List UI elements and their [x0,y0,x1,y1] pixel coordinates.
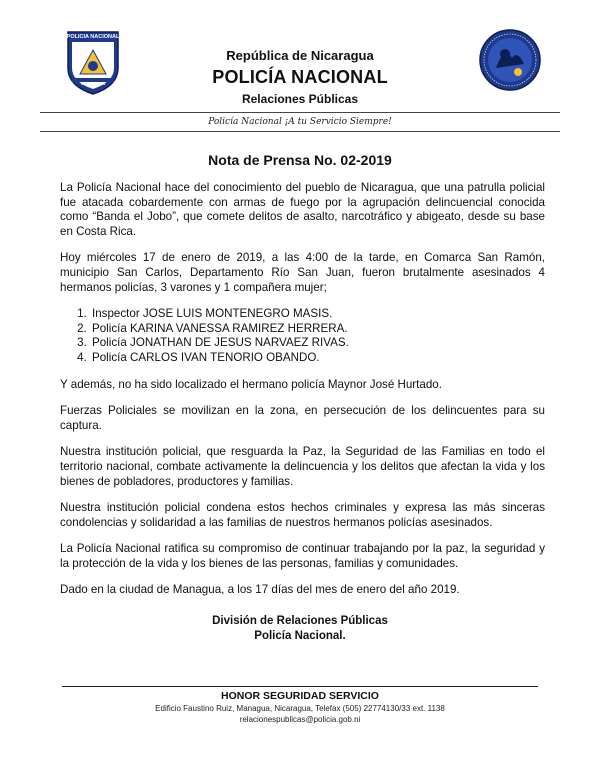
footer-address: Edificio Faustino Ruiz, Managua, Nicaragua, Telefax (505) 22774130/33 ext. 1138 [155,704,445,713]
seal-icon [478,28,542,92]
paragraph-commitment: La Policía Nacional ratifica su compromiso de continuar trabajando por la paz, la seguridad y la protección de la vida y los bienes de las personas, familias y comunidades. [60,542,545,570]
relaciones-publicas-seal-logo [478,28,542,92]
motto-bar: Policía Nacional ¡A tu Servicio Siempre! [40,112,560,132]
paragraph-condolences: Nuestra institución policial condena estos hechos criminales y expresa las más sinceras condolencias y solidaridad a las familias de nuestros hermanos policías asesinados. [60,501,545,529]
paragraph-institution: Nuestra institución policial, que resguarda la Paz, la Seguridad de las Familias en todo el territorio nacional, combate activamente la delincuencia y los delitos que afectan la vida y los bienes de pobladores, productores y familias. [60,445,545,488]
paragraph-date: Dado en la ciudad de Managua, a los 17 días del mes de enero del año 2019. [60,583,460,597]
department-name: Relaciones Públicas [241,92,359,106]
list-item: 1. Inspector JOSE LUIS MONTENEGRO MASIS. [90,307,545,322]
paragraph-forces: Fuerzas Policiales se movilizan en la zona, en persecución de los delincuentes para su captura. [60,404,545,432]
footer-divider [62,686,538,687]
shield-logo-text: POLICIA NACIONAL [66,34,120,40]
paragraph-intro: La Policía Nacional hace del conocimiento del pueblo de Nicaragua, que una patrulla policial fue atacada cobardemente con armas de fuego por la agrupación delincuencial conocida como “Banda el Jobo”, que comete delitos de asalto, narcotráfico y abigeato, desde su base en Costa Rica. [60,181,545,238]
shield-logo-subtext: NICARAGUA [80,81,106,86]
paragraph-missing: Y además, no ha sido localizado el hermano policía Maynor José Hurtado. [60,377,442,391]
list-item: 3. Policía JONATHAN DE JESUS NARVAEZ RIVAS. [90,336,545,351]
institution-name: POLICÍA NACIONAL [212,67,388,87]
signature-line-police: Policía Nacional. [254,630,346,642]
victims-list [60,307,545,365]
policia-nacional-shield-logo [64,28,122,96]
footer-motto: HONOR SEGURIDAD SERVICIO [221,690,379,702]
list-item: 4. Policía CARLOS IVAN TENORIO OBANDO. [90,351,545,366]
republic-name: República de Nicaragua [226,48,374,63]
signature-block [150,614,450,644]
list-item: 2. Policía KARINA VANESSA RAMIREZ HERRERA. [90,322,545,337]
press-release-body [60,181,545,610]
header-center [150,48,450,106]
footer-email: relacionespublicas@policia.gob.ni [239,715,361,724]
footer [100,690,500,725]
paragraph-incident: Hoy miércoles 17 de enero de 2019, a las 4:00 de la tarde, en Comarca San Ramón, municipio San Carlos, Departamento Río San Juan, fueron brutalmente asesinados 4 hermanos policías, 3 varones y 1 compañera mujer; [60,251,545,294]
signature-line-division: División de Relaciones Públicas [212,615,388,627]
press-release-title: Nota de Prensa No. 02-2019 [208,152,392,168]
